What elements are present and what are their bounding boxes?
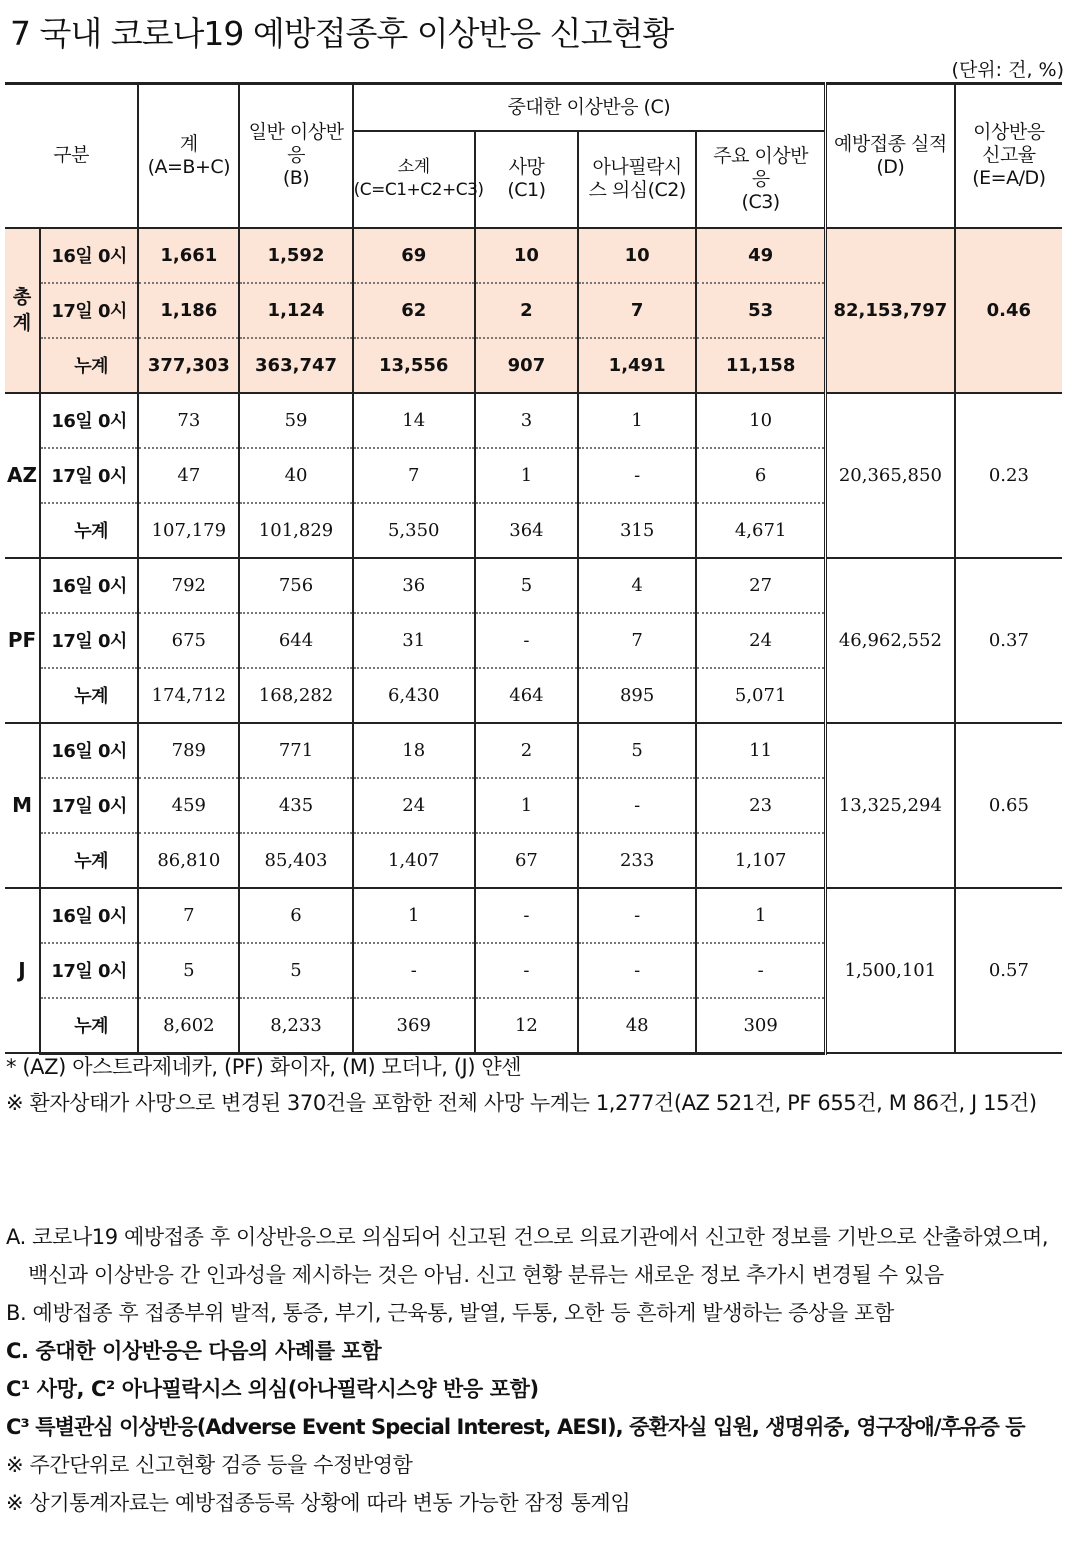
cell-subtotal: 1,407 [353, 833, 475, 888]
cell-subtotal: 6,430 [353, 668, 475, 723]
row-date: 누계 [40, 668, 138, 723]
cell-death: 907 [475, 338, 578, 393]
table-row [5, 888, 1062, 943]
row-date: 누계 [40, 998, 138, 1054]
group-label [5, 888, 40, 1054]
cell-death: 1 [475, 448, 578, 503]
cell-major: 53 [696, 283, 825, 338]
footnotes [6, 1218, 1074, 1522]
cell-general: 59 [239, 393, 352, 448]
cell-death: - [475, 943, 578, 998]
cell-anaphylaxis: 4 [578, 558, 696, 613]
row-date: 17일 0시 [40, 283, 138, 338]
cell-death: 2 [475, 283, 578, 338]
unit-label: (단위: 건, %) [951, 59, 1064, 81]
row-date: 17일 0시 [40, 613, 138, 668]
header-vaccinations: 예방접종 실적 (D) [826, 84, 955, 228]
cell-vaccinations: 46,962,552 [826, 558, 955, 723]
cell-major: 23 [696, 778, 825, 833]
cell-subtotal: 69 [353, 228, 475, 283]
cell-general: 435 [239, 778, 352, 833]
cell-anaphylaxis: 5 [578, 723, 696, 778]
cell-subtotal: 7 [353, 448, 475, 503]
cell-major: 1 [696, 888, 825, 943]
adverse-event-table [5, 82, 1062, 1055]
row-date: 17일 0시 [40, 943, 138, 998]
cell-total: 377,303 [138, 338, 239, 393]
row-date: 누계 [40, 833, 138, 888]
table-row [5, 558, 1062, 613]
cell-anaphylaxis: - [578, 448, 696, 503]
cell-total: 8,602 [138, 998, 239, 1054]
cell-general: 40 [239, 448, 352, 503]
cell-death: 364 [475, 503, 578, 558]
table-row [5, 393, 1062, 448]
cell-major: 49 [696, 228, 825, 283]
cell-total: 5 [138, 943, 239, 998]
cell-total: 107,179 [138, 503, 239, 558]
row-date: 16일 0시 [40, 888, 138, 943]
row-date: 16일 0시 [40, 558, 138, 613]
cell-death: 10 [475, 228, 578, 283]
cell-anaphylaxis: 10 [578, 228, 696, 283]
cell-rate: 0.37 [955, 558, 1062, 723]
cell-major: 24 [696, 613, 825, 668]
group-name: PF [7, 628, 37, 652]
cell-subtotal: - [353, 943, 475, 998]
cell-subtotal: 1 [353, 888, 475, 943]
cell-general: 771 [239, 723, 352, 778]
table-row [5, 228, 1062, 283]
cell-major: 1,107 [696, 833, 825, 888]
group-label [5, 228, 40, 393]
cell-general: 101,829 [239, 503, 352, 558]
group-name: J [18, 958, 26, 983]
cell-subtotal: 62 [353, 283, 475, 338]
note-c3: C³ 특별관심 이상반응(Adverse Event Special Interest, AESI), 중환자실 입원, 생명위중, 영구장애/후유증 등 [6, 1415, 1025, 1439]
cell-vaccinations: 82,153,797 [826, 228, 955, 393]
cell-general: 5 [239, 943, 352, 998]
cell-major: 11,158 [696, 338, 825, 393]
cell-major: 27 [696, 558, 825, 613]
cell-rate: 0.65 [955, 723, 1062, 888]
cell-rate: 0.23 [955, 393, 1062, 558]
cell-anaphylaxis: - [578, 888, 696, 943]
note-b: B. 예방접종 후 접종부위 발적, 통증, 부기, 근육통, 발열, 두통, 오한 등 흔하게 발생하는 증상을 포함 [6, 1301, 894, 1325]
cell-general: 6 [239, 888, 352, 943]
cell-rate: 0.46 [955, 228, 1062, 393]
header-rate: 이상반응 신고율 (E=A/D) [955, 84, 1062, 228]
note-deaths: ※ 환자상태가 사망으로 변경된 370건을 포함한 전체 사망 누계는 1,277건(AZ 521건, PF 655건, M 86건, J 15건) [6, 1091, 1037, 1115]
cell-subtotal: 369 [353, 998, 475, 1054]
row-date: 17일 0시 [40, 778, 138, 833]
cell-major: 5,071 [696, 668, 825, 723]
note-c12: C¹ 사망, C² 아나필락시스 의심(아나필락시스양 반응 포함) [6, 1377, 539, 1401]
notes-section [6, 1048, 1074, 1120]
cell-general: 8,233 [239, 998, 352, 1054]
cell-total: 789 [138, 723, 239, 778]
table-body [5, 228, 1062, 1054]
cell-general: 1,124 [239, 283, 352, 338]
cell-total: 47 [138, 448, 239, 503]
cell-anaphylaxis: 48 [578, 998, 696, 1054]
group-name: M [12, 793, 32, 817]
cell-major: 4,671 [696, 503, 825, 558]
cell-vaccinations: 1,500,101 [826, 888, 955, 1054]
cell-subtotal: 18 [353, 723, 475, 778]
header-general: 일반 이상반 응 (B) [239, 84, 352, 228]
cell-general: 1,592 [239, 228, 352, 283]
cell-total: 7 [138, 888, 239, 943]
header-death: 사망 (C1) [475, 131, 578, 228]
page-title: 7 국내 코로나19 예방접종후 이상반응 신고현황 [10, 14, 674, 53]
cell-death: 464 [475, 668, 578, 723]
cell-death: 12 [475, 998, 578, 1054]
cell-total: 174,712 [138, 668, 239, 723]
cell-vaccinations: 20,365,850 [826, 393, 955, 558]
cell-total: 73 [138, 393, 239, 448]
cell-death: 2 [475, 723, 578, 778]
cell-anaphylaxis: 315 [578, 503, 696, 558]
cell-total: 675 [138, 613, 239, 668]
cell-subtotal: 14 [353, 393, 475, 448]
cell-total: 792 [138, 558, 239, 613]
table-row [5, 723, 1062, 778]
cell-subtotal: 36 [353, 558, 475, 613]
row-date: 16일 0시 [40, 228, 138, 283]
cell-anaphylaxis: - [578, 943, 696, 998]
cell-rate: 0.57 [955, 888, 1062, 1054]
cell-major: 6 [696, 448, 825, 503]
cell-major: 10 [696, 393, 825, 448]
header-category: 구분 [5, 84, 138, 228]
row-date: 누계 [40, 338, 138, 393]
header-major: 주요 이상반 응 (C3) [696, 131, 825, 228]
cell-anaphylaxis: - [578, 778, 696, 833]
row-date: 16일 0시 [40, 723, 138, 778]
cell-general: 363,747 [239, 338, 352, 393]
cell-death: - [475, 888, 578, 943]
cell-anaphylaxis: 7 [578, 283, 696, 338]
group-label [5, 558, 40, 723]
cell-general: 168,282 [239, 668, 352, 723]
cell-major: 11 [696, 723, 825, 778]
cell-death: 1 [475, 778, 578, 833]
row-date: 누계 [40, 503, 138, 558]
cell-death: 3 [475, 393, 578, 448]
header-serious: 중대한 이상반응 (C) [353, 84, 826, 131]
header-anaphylaxis: 아나필락시 스 의심(C2) [578, 131, 696, 228]
header-subtotal: 소계 (C=C1+C2+C3) [353, 131, 475, 228]
cell-subtotal: 24 [353, 778, 475, 833]
note-legend: * (AZ) 아스트라제네카, (PF) 화이자, (M) 모더나, (J) 얀센 [6, 1055, 522, 1079]
cell-major: 309 [696, 998, 825, 1054]
group-name: 총계 [12, 286, 32, 334]
cell-anaphylaxis: 7 [578, 613, 696, 668]
cell-vaccinations: 13,325,294 [826, 723, 955, 888]
cell-subtotal: 31 [353, 613, 475, 668]
cell-death: - [475, 613, 578, 668]
note-weekly: ※ 주간단위로 신고현황 검증 등을 수정반영함 [6, 1453, 413, 1477]
cell-anaphylaxis: 1 [578, 393, 696, 448]
cell-general: 85,403 [239, 833, 352, 888]
cell-anaphylaxis: 233 [578, 833, 696, 888]
note-provisional: ※ 상기통계자료는 예방접종등록 상황에 따라 변동 가능한 잠정 통계임 [6, 1491, 631, 1515]
note-a: A. 코로나19 예방접종 후 이상반응으로 의심되어 신고된 건으로 의료기관에서 신고한 정보를 기반으로 산출하였으며, 백신과 이상반응 간 인과성을 제시하는 것은 아님. 신고 현황 분류는 새로운 정보 추가시 변경될 수 있음 [6, 1225, 1049, 1287]
row-date: 16일 0시 [40, 393, 138, 448]
note-c: C. 중대한 이상반응은 다음의 사례를 포함 [6, 1339, 382, 1363]
cell-subtotal: 5,350 [353, 503, 475, 558]
group-label [5, 393, 40, 558]
group-label [5, 723, 40, 888]
cell-death: 67 [475, 833, 578, 888]
row-date: 17일 0시 [40, 448, 138, 503]
cell-major: - [696, 943, 825, 998]
cell-subtotal: 13,556 [353, 338, 475, 393]
cell-anaphylaxis: 895 [578, 668, 696, 723]
cell-total: 459 [138, 778, 239, 833]
cell-death: 5 [475, 558, 578, 613]
header-total: 계 (A=B+C) [138, 84, 239, 228]
cell-general: 644 [239, 613, 352, 668]
cell-total: 86,810 [138, 833, 239, 888]
cell-anaphylaxis: 1,491 [578, 338, 696, 393]
cell-total: 1,661 [138, 228, 239, 283]
cell-general: 756 [239, 558, 352, 613]
group-name: AZ [7, 463, 38, 487]
cell-total: 1,186 [138, 283, 239, 338]
